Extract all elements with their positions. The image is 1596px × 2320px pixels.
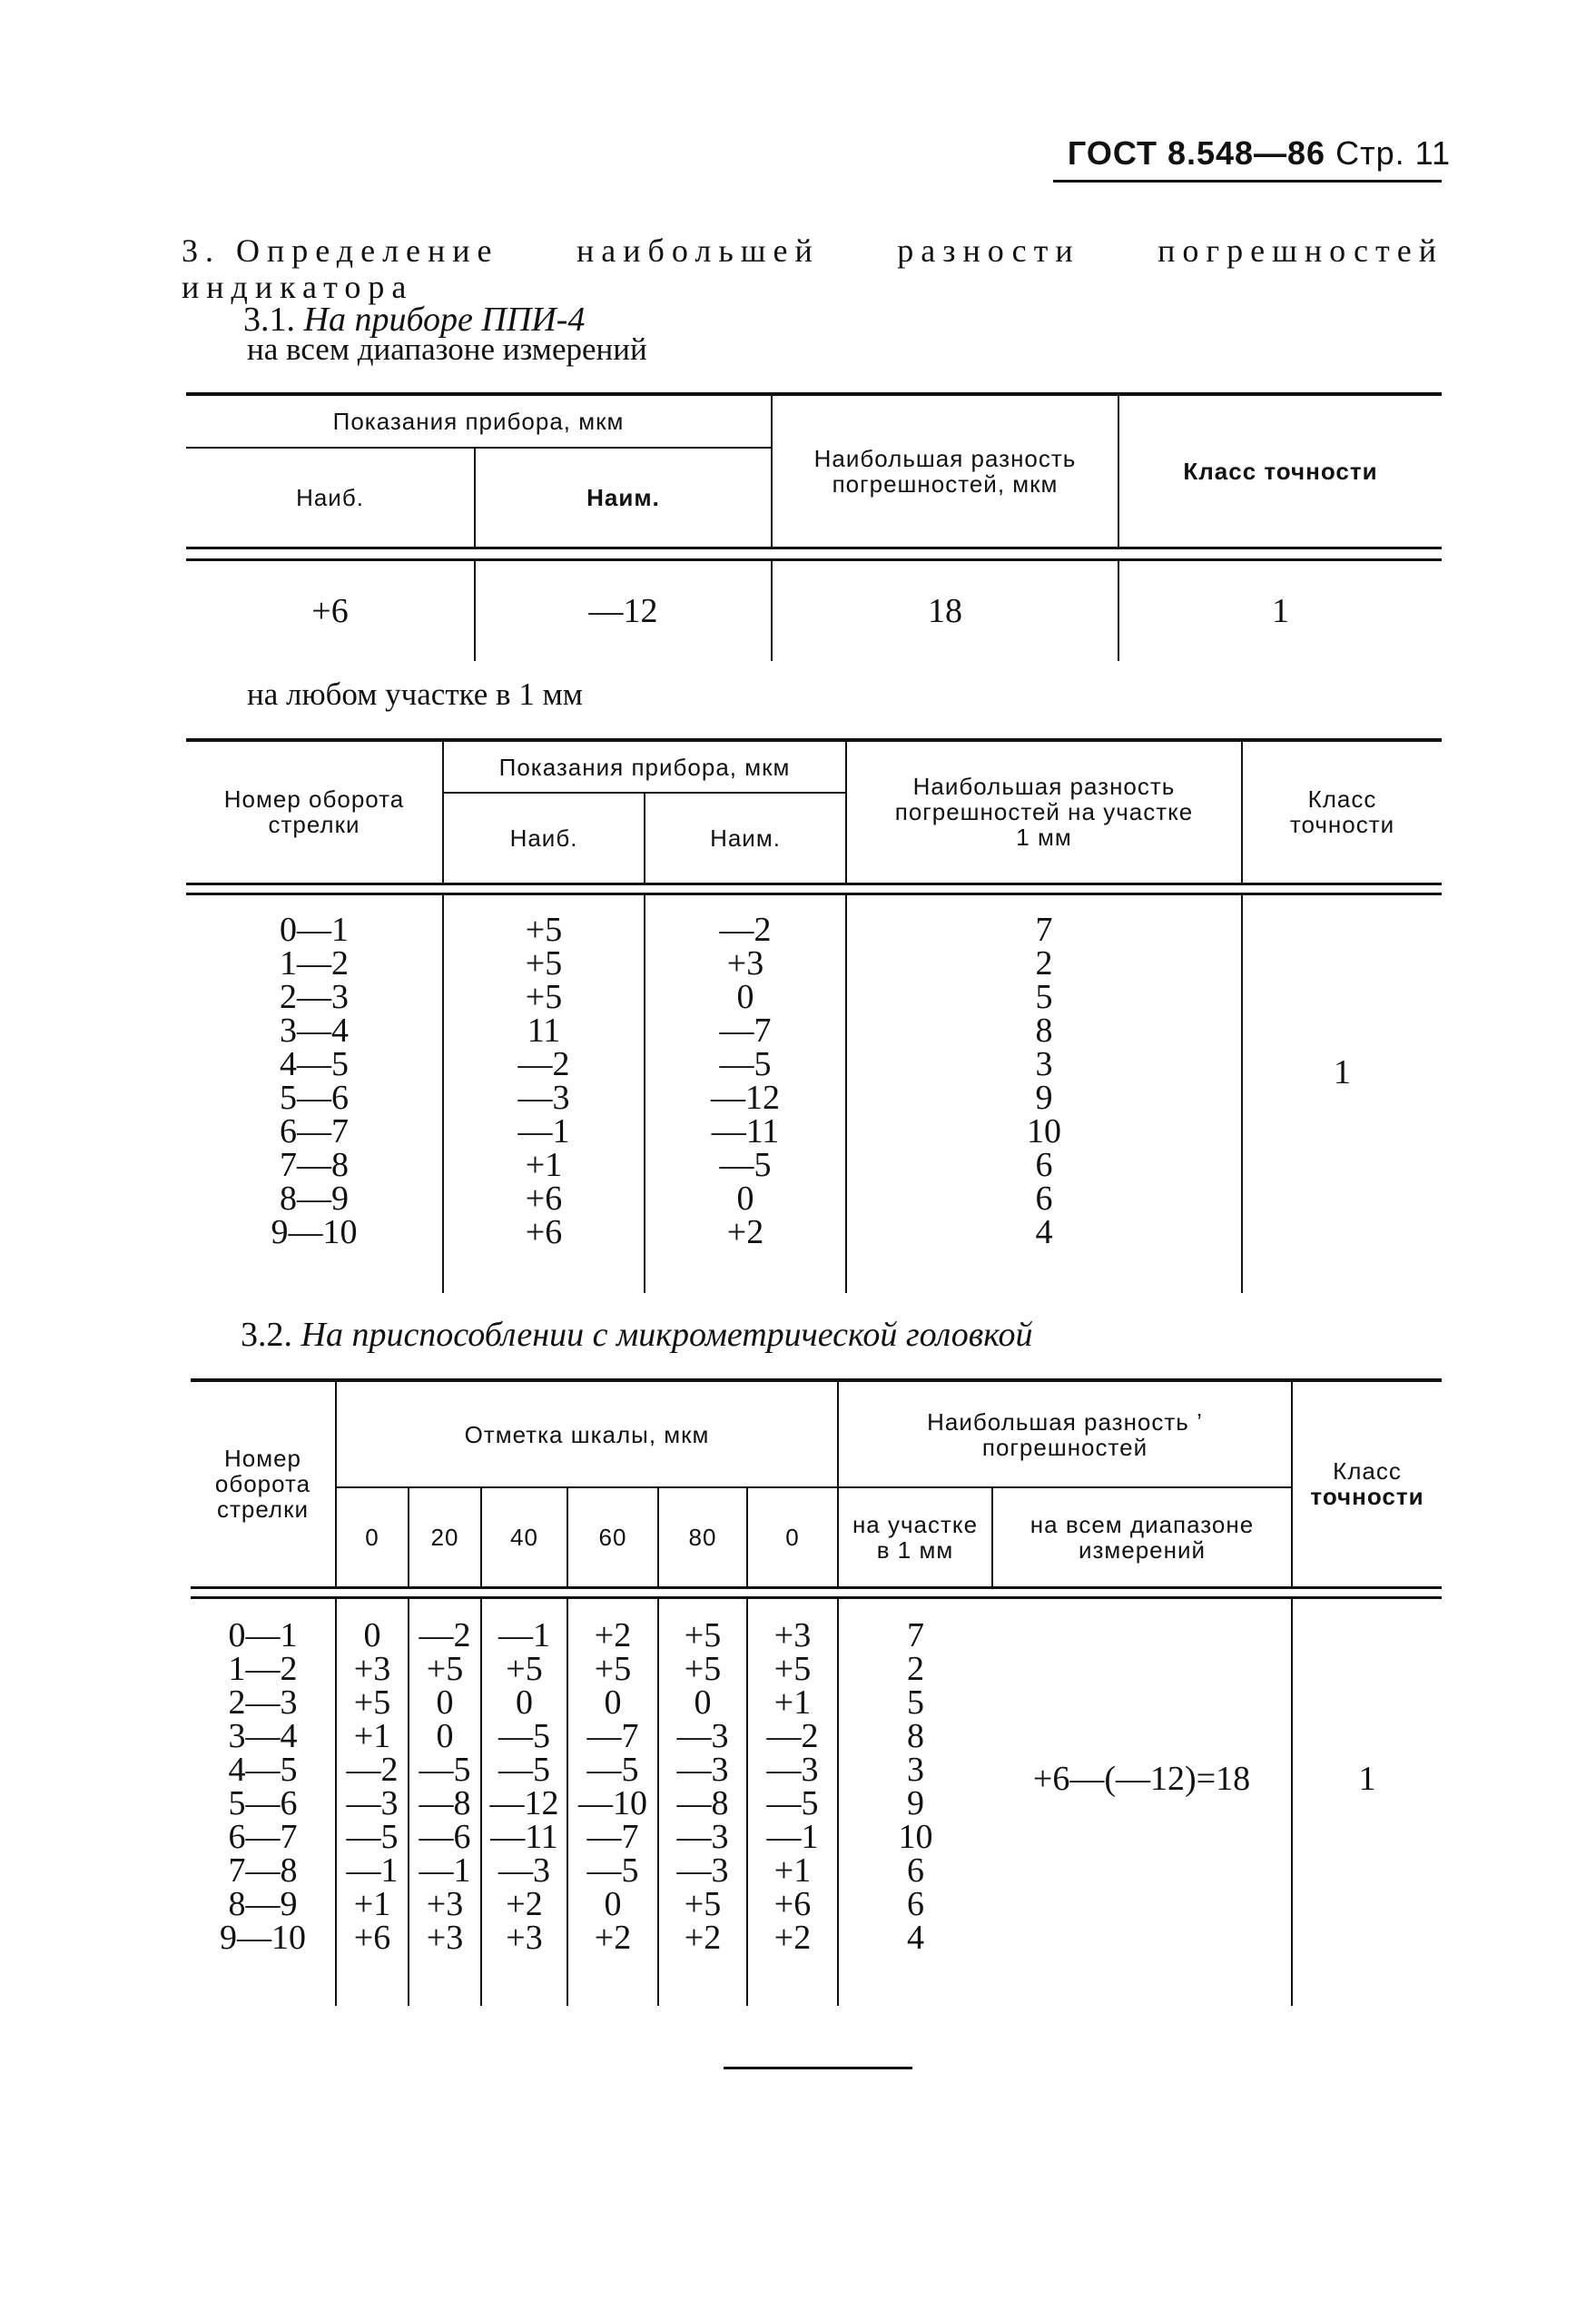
section-3-word: 3. Определение bbox=[182, 232, 499, 269]
class-value: 1 bbox=[1118, 560, 1442, 662]
section-3-2-title: На приспособлении с микрометрической головкой bbox=[300, 1316, 1033, 1354]
section-3-1-heading: 3.1. На приборе ППИ-4 bbox=[243, 301, 586, 339]
class-header: Класс точности bbox=[1242, 740, 1442, 884]
all-range-header: на всем диапазоне измерений bbox=[992, 1487, 1292, 1587]
mark-0-header: 0 bbox=[336, 1487, 409, 1587]
end-rule bbox=[724, 2067, 912, 2069]
micrometer-table bbox=[191, 1378, 1442, 2006]
diff-value: 18 bbox=[772, 560, 1118, 662]
class-header: Класс точности bbox=[1118, 394, 1442, 548]
mark-40-column: —1 +5 0 —5 —5 —12 —11 —3 +2 +3 bbox=[481, 1597, 567, 2006]
full-range-label: на всем диапазоне измерений bbox=[247, 331, 647, 367]
segment-column: 7 2 5 8 3 9 10 6 6 4 bbox=[838, 1597, 992, 2006]
section-3-2-heading: 3.2. На приспособлении с микрометрической головкой bbox=[241, 1316, 1033, 1354]
mark-40-header: 40 bbox=[481, 1487, 567, 1587]
class-value: 1 bbox=[1292, 1597, 1442, 2006]
readings-header: Показания прибора, мкм bbox=[443, 740, 846, 793]
mark-80-column: +5 +5 0 —3 —3 —8 —3 —3 +5 +2 bbox=[658, 1597, 747, 2006]
section-3-heading-cont: индикатора bbox=[182, 269, 414, 305]
turn-header: Номер оборота стрелки bbox=[223, 785, 405, 839]
class-header: Класс точности bbox=[1292, 1380, 1442, 1587]
diff-column: 7 2 5 8 3 9 10 6 6 4 bbox=[846, 893, 1242, 1293]
mark-0-end-header: 0 bbox=[747, 1487, 838, 1587]
section-3-word: разности bbox=[897, 232, 1080, 269]
section-3-heading bbox=[182, 232, 1443, 270]
section-3-1-title: На приборе ППИ-4 bbox=[303, 301, 586, 339]
mark-60-column: +2 +5 0 —7 —5 —10 —7 —5 0 +2 bbox=[567, 1597, 658, 2006]
mark-0-column: 0 +3 +5 +1 —2 —3 —5 —1 +1 +6 bbox=[336, 1597, 409, 2006]
mark-0-end-column: +3 +5 +1 —2 —3 —5 —1 +1 +6 +2 bbox=[747, 1597, 838, 2006]
marks-header: Отметка шкалы, мкм bbox=[336, 1380, 838, 1487]
diff-header: Наибольшая разность погрешностей, мкм bbox=[772, 394, 1118, 548]
gost-number: ГОСТ 8.548—86 bbox=[1067, 134, 1326, 172]
turn-header: Номер оборота стрелки bbox=[214, 1445, 311, 1524]
mark-20-column: —2 +5 0 0 —5 —8 —6 —1 +3 +3 bbox=[409, 1597, 481, 2006]
header-rule bbox=[1053, 180, 1442, 183]
diff-header: Наибольшая разность ’ погрешностей bbox=[838, 1380, 1292, 1487]
class-value: 1 bbox=[1242, 893, 1442, 1293]
segment-table bbox=[186, 738, 1442, 1293]
max-column: +5 +5 +5 11 —2 —3 —1 +1 +6 +6 bbox=[443, 893, 645, 1293]
turn-column: 0—1 1—2 2—3 3—4 4—5 5—6 6—7 7—8 8—9 9—10 bbox=[271, 910, 358, 1251]
min-header: Наим. bbox=[475, 448, 772, 548]
max-value: +6 bbox=[311, 591, 349, 630]
min-value: —12 bbox=[475, 560, 772, 662]
any-segment-label: на любом участке в 1 мм bbox=[247, 676, 583, 712]
mark-60-header: 60 bbox=[567, 1487, 658, 1587]
min-header: Наим. bbox=[645, 793, 846, 884]
diff-header: Наибольшая разность погрешностей на участке 1 мм bbox=[846, 740, 1242, 884]
mark-20-header: 20 bbox=[409, 1487, 481, 1587]
max-header: Наиб. bbox=[296, 484, 364, 511]
mark-80-header: 80 bbox=[658, 1487, 747, 1587]
max-header: Наиб. bbox=[443, 793, 645, 884]
segment-header: на участке в 1 мм bbox=[838, 1487, 992, 1587]
all-range-value: +6—(—12)=18 bbox=[1032, 1759, 1251, 1798]
section-3-word: погрешностей bbox=[1158, 232, 1443, 269]
turn-column: 0—1 1—2 2—3 3—4 4—5 5—6 6—7 7—8 8—9 9—10 bbox=[220, 1615, 306, 1957]
full-range-table bbox=[186, 392, 1442, 661]
page-number: Стр. 11 bbox=[1335, 134, 1451, 172]
page-header bbox=[1068, 134, 1451, 173]
min-column: —2 +3 0 —7 —5 —12 —11 —5 0 +2 bbox=[645, 893, 846, 1293]
readings-header: Показания прибора, мкм bbox=[186, 394, 772, 448]
section-3-word: наибольшей bbox=[576, 232, 820, 269]
